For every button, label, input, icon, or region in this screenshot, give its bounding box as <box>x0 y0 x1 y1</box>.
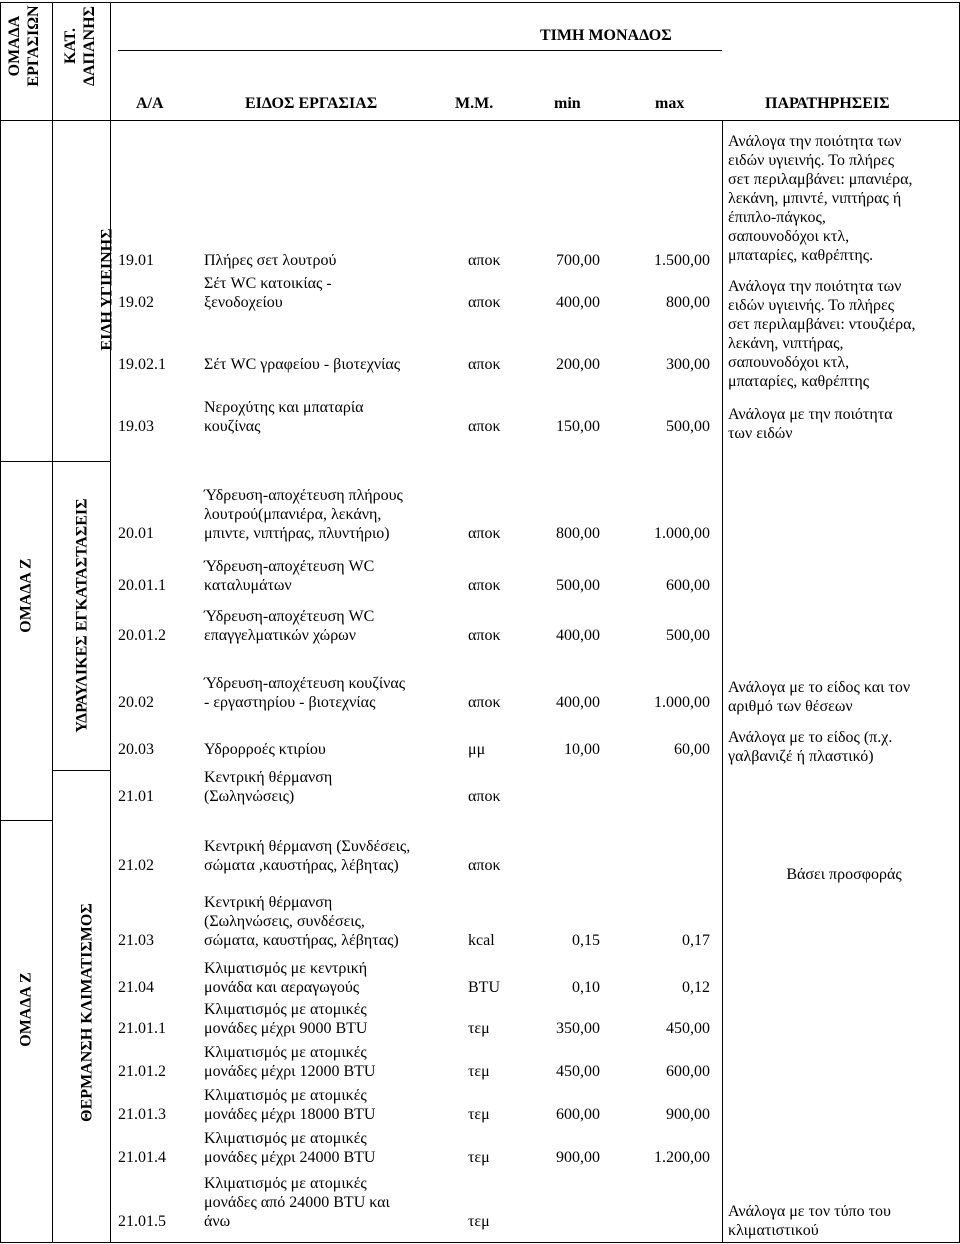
row-description <box>204 674 405 712</box>
row-max-price: 800,00 <box>666 294 710 311</box>
row-note <box>728 865 960 884</box>
note-line: Ανάλογα με τον τύπο του <box>728 1203 891 1220</box>
row-description <box>204 837 410 875</box>
table-border-left <box>0 2 1 1243</box>
description-line: μονάδες μέχρι 12000 BTU <box>204 1063 376 1080</box>
description-line: μονάδες μέχρι 18000 BTU <box>204 1106 376 1123</box>
description-line: Ύδρευση-αποχέτευση πλήρους <box>204 487 403 504</box>
row-unit: τεμ <box>468 1149 490 1166</box>
description-line: κουζίνας <box>204 418 261 435</box>
note-line: Ανάλογα με την ποιότητα <box>728 406 893 423</box>
row-max-price: 300,00 <box>666 356 710 373</box>
row-code: 19.01 <box>118 252 154 269</box>
row-min-price: 0,10 <box>572 979 600 996</box>
row-description <box>204 486 403 543</box>
note-line: των ειδών <box>728 425 793 442</box>
row-description <box>204 959 367 997</box>
header-mm: Μ.Μ. <box>455 95 494 112</box>
note-line: Ανάλογα με το είδος (π.χ. <box>728 729 893 746</box>
row-unit: τεμ <box>468 1213 490 1230</box>
row-max-price: 500,00 <box>666 627 710 644</box>
row-min-price: 400,00 <box>556 627 600 644</box>
category-label-sanitary: ΕΙΔΗ ΥΓΙΕΙΝΗΣ <box>98 228 116 351</box>
row-description <box>204 274 332 312</box>
description-line: Ύδρευση-αποχέτευση WC <box>204 608 375 625</box>
row-code: 21.03 <box>118 932 154 949</box>
row-min-price: 800,00 <box>556 525 600 542</box>
row-unit: αποκ <box>468 252 501 269</box>
note-line: σετ περιλαμβάνει: ντουζιέρα, <box>728 316 916 333</box>
row-unit: αποκ <box>468 857 501 874</box>
note-line: σαπουνοδόχοι κτλ, <box>728 354 850 371</box>
row-code: 19.02.1 <box>118 356 166 373</box>
row-description <box>204 1129 375 1167</box>
row-code: 21.01.5 <box>118 1213 166 1230</box>
row-description <box>204 251 336 270</box>
note-line: έπιπλο-πάγκος, <box>728 209 826 226</box>
description-line: μπιντε, νιπτήρας, πλυντήριο) <box>204 525 390 542</box>
row-max-price: 900,00 <box>666 1106 710 1123</box>
row-unit: kcal <box>468 932 495 949</box>
row-max-price: 1.200,00 <box>654 1149 710 1166</box>
row-min-price: 400,00 <box>556 294 600 311</box>
row-max-price: 600,00 <box>666 577 710 594</box>
description-line: μονάδα και αεραγωγούς <box>204 979 360 996</box>
description-line: λουτρού(μπανιέρα, λεκάνη, <box>204 506 382 523</box>
row-code: 21.04 <box>118 979 154 996</box>
header-min: min <box>554 95 581 112</box>
note-line: Ανάλογα την ποιότητα των <box>728 133 902 150</box>
row-description <box>204 1174 390 1231</box>
note-line: Βάσει προσφοράς <box>786 866 902 883</box>
row-code: 20.02 <box>118 694 154 711</box>
row-code: 19.03 <box>118 418 154 435</box>
row-max-price: 1.500,00 <box>654 252 710 269</box>
description-line: Ύδρευση-αποχέτευση WC <box>204 558 375 575</box>
row-unit: αποκ <box>468 694 501 711</box>
row-code: 21.01.3 <box>118 1106 166 1123</box>
section-divider-2b <box>0 820 52 821</box>
row-unit: αποκ <box>468 627 501 644</box>
table-border-bottom <box>0 1242 960 1243</box>
row-description <box>204 607 374 645</box>
row-description <box>204 1086 375 1124</box>
note-line: μπαταρίες, καθρέπτης <box>728 373 870 390</box>
description-line: ξενοδοχείου <box>204 294 283 311</box>
row-unit: BTU <box>468 979 500 996</box>
row-note <box>728 405 960 443</box>
row-unit: αποκ <box>468 294 501 311</box>
description-line: Κλιματισμός με ατομικές <box>204 1087 367 1104</box>
row-min-price: 500,00 <box>556 577 600 594</box>
note-line: ειδών υγιεινής. Το πλήρες <box>728 152 895 169</box>
row-min-price: 900,00 <box>556 1149 600 1166</box>
row-unit: τεμ <box>468 1063 490 1080</box>
description-line: (Σωληνώσεις, συνδέσεις, <box>204 913 365 930</box>
header-category-col: ΚΑΤ. ΔΑΠΑΝΗΣ <box>62 5 98 87</box>
header-divider <box>118 50 722 51</box>
row-min-price: 200,00 <box>556 356 600 373</box>
row-unit: αποκ <box>468 577 501 594</box>
description-line: Κλιματισμός με ατομικές <box>204 1130 367 1147</box>
row-min-price: 10,00 <box>564 741 600 758</box>
row-max-price: 60,00 <box>674 741 710 758</box>
row-code: 20.01.2 <box>118 627 166 644</box>
description-line: μονάδες μέχρι 9000 BTU <box>204 1020 368 1037</box>
row-max-price: 1.000,00 <box>654 525 710 542</box>
notes-col-line <box>722 120 723 1243</box>
row-code: 20.01.1 <box>118 577 166 594</box>
row-description <box>204 355 400 374</box>
row-unit: μμ <box>468 741 486 758</box>
row-note <box>728 132 960 265</box>
description-line: Κλιματισμός με ατομικές <box>204 1175 367 1192</box>
note-line: κλιματιστικού <box>728 1222 819 1239</box>
description-line: Νεροχύτης και μπαταρία <box>204 399 364 416</box>
row-description <box>204 1000 367 1038</box>
row-note <box>728 277 960 391</box>
row-max-price: 600,00 <box>666 1063 710 1080</box>
row-description <box>204 740 326 759</box>
row-max-price: 0,17 <box>682 932 710 949</box>
note-line: γαλβανιζέ ή πλαστικό) <box>728 748 874 765</box>
note-line: λεκάνη, νιπτήρας, <box>728 335 844 352</box>
description-line: Πλήρες σετ λουτρού <box>204 252 337 269</box>
description-line: επαγγελματικών χώρων <box>204 627 356 644</box>
note-line: αριθμό των θέσεων <box>728 698 853 715</box>
row-unit: αποκ <box>468 356 501 373</box>
category-label-plumbing: ΥΔΡΑΥΛΙΚΕΣ ΕΓΚΑΤΑΣΤΑΣΕΙΣ <box>73 498 91 733</box>
row-unit: αποκ <box>468 418 501 435</box>
description-line: άνω <box>204 1213 231 1230</box>
description-line: Υδρορροές κτιρίου <box>204 741 326 758</box>
row-min-price: 350,00 <box>556 1020 600 1037</box>
description-line: σώματα, καυστήρας, λέβητας) <box>204 932 399 949</box>
group-label-heating: ΟΜΑΔΑ Ζ <box>17 972 35 1047</box>
description-line: - εργαστηρίου - βιοτεχνίας <box>204 694 376 711</box>
row-code: 21.01 <box>118 788 154 805</box>
description-line: Κλιματισμός με κεντρική <box>204 960 368 977</box>
row-code: 21.01.1 <box>118 1020 166 1037</box>
row-description <box>204 398 364 436</box>
note-line: Ανάλογα την ποιότητα των <box>728 278 902 295</box>
note-line: σαπουνοδόχοι κτλ, <box>728 228 850 245</box>
row-description <box>204 1043 375 1081</box>
description-line: Σέτ WC κατοικίας - <box>204 275 332 292</box>
row-code: 21.01.4 <box>118 1149 166 1166</box>
description-line: Κλιματισμός με ατομικές <box>204 1044 367 1061</box>
row-min-price: 600,00 <box>556 1106 600 1123</box>
row-max-price: 500,00 <box>666 418 710 435</box>
row-note <box>728 728 960 766</box>
description-line: μονάδες από 24000 BTU και <box>204 1194 390 1211</box>
category-label-heating: ΘΕΡΜΑΝΣΗ ΚΛΙΜΑΤΙΣΜΟΣ <box>78 903 96 1122</box>
header-bottom-line <box>0 120 960 121</box>
header-aa: Α/Α <box>136 95 164 112</box>
description-line: καταλυμάτων <box>204 577 292 594</box>
row-description <box>204 557 374 595</box>
row-min-price: 0,15 <box>572 932 600 949</box>
note-line: σετ περιλαμβάνει: μπανιέρα, <box>728 171 913 188</box>
description-line: Κεντρική θέρμανση <box>204 894 333 911</box>
group-col-line <box>52 2 53 1243</box>
note-line: μπαταρίες, καθρέπτης. <box>728 247 874 264</box>
row-code: 20.03 <box>118 741 154 758</box>
row-description <box>204 768 332 806</box>
row-unit: αποκ <box>468 788 501 805</box>
group-label-plumbing: ΟΜΑΔΑ Ζ <box>17 558 35 633</box>
row-code: 19.02 <box>118 294 154 311</box>
row-max-price: 450,00 <box>666 1020 710 1037</box>
description-line: Κεντρική θέρμανση (Συνδέσεις, <box>204 838 411 855</box>
description-line: Σέτ WC γραφείου - βιοτεχνίας <box>204 356 401 373</box>
description-line: Κλιματισμός με ατομικές <box>204 1001 367 1018</box>
row-code: 21.02 <box>118 857 154 874</box>
section-divider-1 <box>0 461 110 462</box>
row-code: 20.01 <box>118 525 154 542</box>
row-min-price: 400,00 <box>556 694 600 711</box>
row-unit: τεμ <box>468 1106 490 1123</box>
header-type: ΕΙΔΟΣ ΕΡΓΑΣΙΑΣ <box>245 95 378 112</box>
description-line: σώματα ,καυστήρας, λέβητας) <box>204 857 399 874</box>
note-line: ειδών υγιεινής. Το πλήρες <box>728 297 895 314</box>
description-line: (Σωληνώσεις) <box>204 788 295 805</box>
row-note <box>728 678 960 716</box>
row-max-price: 1.000,00 <box>654 694 710 711</box>
row-max-price: 0,12 <box>682 979 710 996</box>
table-border-top <box>0 2 960 3</box>
row-note <box>728 1202 960 1240</box>
header-unit-price: ΤΙΜΗ ΜΟΝΑΔΟΣ <box>540 27 672 44</box>
header-max: max <box>655 95 685 112</box>
header-notes: ΠΑΡΑΤΗΡΗΣΕΙΣ <box>765 95 890 112</box>
description-line: Ύδρευση-αποχέτευση κουζίνας <box>204 675 406 692</box>
row-min-price: 450,00 <box>556 1063 600 1080</box>
row-min-price: 150,00 <box>556 418 600 435</box>
description-line: Κεντρική θέρμανση <box>204 769 333 786</box>
note-line: Ανάλογα με το είδος και τον <box>728 679 911 696</box>
row-description <box>204 893 399 950</box>
row-code: 21.01.2 <box>118 1063 166 1080</box>
description-line: μονάδες μέχρι 24000 BTU <box>204 1149 376 1166</box>
row-min-price: 700,00 <box>556 252 600 269</box>
note-line: λεκάνη, μπιντέ, νιπτήρας ή <box>728 190 902 207</box>
header-group-col: ΟΜΑΔΑ ΕΡΓΑΣΙΩΝ <box>6 5 42 87</box>
row-unit: τεμ <box>468 1020 490 1037</box>
row-unit: αποκ <box>468 525 501 542</box>
